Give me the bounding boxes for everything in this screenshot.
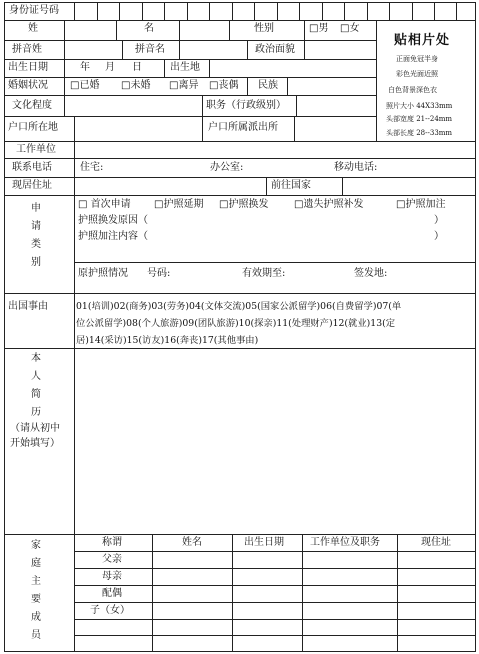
row-line bbox=[74, 602, 476, 603]
hukou-label: 户口所在地 bbox=[8, 122, 58, 133]
family-char: 要 bbox=[31, 594, 41, 605]
id-cell-line bbox=[456, 2, 457, 20]
id-cell-line bbox=[209, 2, 210, 20]
photo-note: 白色背景深色衣 bbox=[388, 86, 437, 94]
border-bottom bbox=[4, 651, 476, 652]
label-col-line bbox=[64, 20, 65, 116]
purpose-line: 01(培训)02(商务)03(劳务)04(文体交流)05(国家公派留学)06(自费留学)07(单 bbox=[76, 301, 402, 312]
given-name-label: 名 bbox=[144, 23, 154, 34]
gender-label: 性别 bbox=[254, 23, 274, 34]
border-left bbox=[4, 2, 5, 652]
id-cell-line bbox=[142, 2, 143, 20]
destination-label: 前往国家 bbox=[271, 180, 311, 191]
family-col-line bbox=[302, 534, 303, 651]
lost-checkbox[interactable]: □遗失护照补发 bbox=[294, 199, 364, 210]
cell-line bbox=[304, 20, 305, 40]
family-relation: 配偶 bbox=[102, 588, 122, 599]
purpose-label: 出国事由 bbox=[8, 301, 48, 312]
cell-line bbox=[122, 40, 123, 59]
family-header-relation: 称谓 bbox=[102, 537, 122, 548]
id-cell-line bbox=[232, 2, 233, 20]
office-phone-label: 办公室: bbox=[210, 162, 244, 173]
row-line bbox=[74, 585, 476, 586]
row-line bbox=[74, 262, 476, 263]
family-col-line bbox=[152, 534, 153, 651]
birth-date-label: 出生日期 bbox=[8, 62, 48, 73]
endorse-content-label: 护照加注内容（ bbox=[78, 231, 148, 242]
id-cell-line bbox=[412, 2, 413, 20]
passport-number-label: 号码: bbox=[147, 268, 171, 279]
valid-until-label: 有效期至: bbox=[242, 268, 286, 279]
row-line bbox=[74, 568, 476, 569]
label-col-line bbox=[74, 195, 75, 651]
purpose-line: 位公派留学)08(个人旅游)09(团队旅游)10(探亲)11(处理财产)12(就业)13(定 bbox=[76, 318, 396, 329]
married-checkbox[interactable]: □已婚 bbox=[70, 80, 100, 91]
photo-note: 正面免冠半身 bbox=[396, 55, 438, 63]
photo-title: 贴相片处 bbox=[394, 33, 451, 48]
category-char: 申 bbox=[31, 203, 41, 214]
row-line bbox=[4, 20, 476, 21]
row-line bbox=[74, 551, 476, 552]
family-header-address: 现住址 bbox=[421, 537, 451, 548]
family-col-line bbox=[397, 534, 398, 651]
hukou-police-label: 户口所属派出所 bbox=[208, 122, 278, 133]
cell-line bbox=[304, 40, 305, 59]
id-cell-line bbox=[74, 2, 75, 20]
family-header-work: 工作单位及职务 bbox=[310, 537, 380, 548]
position-label: 职务（行政级别） bbox=[206, 100, 286, 111]
cell-line bbox=[294, 116, 295, 141]
family-char: 家 bbox=[31, 540, 41, 551]
row-line bbox=[4, 95, 376, 96]
cell-line bbox=[287, 77, 288, 95]
photo-note: 彩色光面近照 bbox=[396, 70, 438, 78]
row-line bbox=[74, 635, 476, 636]
row-line bbox=[4, 116, 376, 117]
id-cell-line bbox=[389, 2, 390, 20]
row-line bbox=[74, 619, 476, 620]
cell-line bbox=[247, 40, 248, 59]
surname-label: 姓 bbox=[28, 23, 38, 34]
renew-reason-close: ） bbox=[434, 215, 444, 226]
home-phone-label: 住宅: bbox=[80, 162, 104, 173]
resume-note: 开始填写） bbox=[10, 438, 60, 449]
divorced-checkbox[interactable]: □离异 bbox=[169, 80, 199, 91]
old-passport-label: 原护照情况 bbox=[78, 268, 128, 279]
category-char: 别 bbox=[31, 257, 41, 268]
month-label: 月 bbox=[105, 62, 115, 73]
endorse-checkbox[interactable]: □护照加注 bbox=[396, 199, 446, 210]
cell-line bbox=[116, 20, 117, 40]
cell-line bbox=[209, 59, 210, 77]
renew-checkbox[interactable]: □护照换发 bbox=[219, 199, 269, 210]
id-cell-line bbox=[187, 2, 188, 20]
id-cell-line bbox=[322, 2, 323, 20]
issue-place-label: 签发地: bbox=[354, 268, 388, 279]
id-cell-line bbox=[299, 2, 300, 20]
day-label: 日 bbox=[132, 62, 142, 73]
row-line bbox=[4, 40, 376, 41]
mobile-phone-label: 移动电话: bbox=[334, 162, 378, 173]
pinyin-name-label: 拼音名 bbox=[135, 44, 165, 55]
family-header-birth: 出生日期 bbox=[244, 537, 284, 548]
birth-place-label: 出生地 bbox=[170, 62, 200, 73]
extend-checkbox[interactable]: □护照延期 bbox=[154, 199, 204, 210]
renew-reason-label: 护照换发原因（ bbox=[78, 215, 148, 226]
photo-note: 照片大小 44X33mm bbox=[386, 102, 453, 110]
male-checkbox[interactable]: □男 bbox=[309, 23, 329, 34]
id-cell-line bbox=[434, 2, 435, 20]
family-char: 主 bbox=[31, 576, 41, 587]
cell-line bbox=[202, 95, 203, 116]
endorse-content-close: ） bbox=[434, 231, 444, 242]
pinyin-surname-label: 拼音姓 bbox=[12, 44, 42, 55]
cell-line bbox=[266, 177, 267, 195]
family-relation: 母亲 bbox=[102, 571, 122, 582]
photo-box-line bbox=[376, 20, 377, 141]
first-application-checkbox[interactable]: □ 首次申请 bbox=[78, 199, 131, 210]
row-line bbox=[4, 59, 376, 60]
unmarried-checkbox[interactable]: □未婚 bbox=[121, 80, 151, 91]
purpose-line: 居)14(采访)15(访友)16(奔丧)17(其他事由) bbox=[76, 335, 259, 346]
cell-line bbox=[164, 59, 165, 77]
female-checkbox[interactable]: □女 bbox=[340, 23, 360, 34]
resume-char: 本 bbox=[31, 353, 41, 364]
cell-line bbox=[296, 95, 297, 116]
id-cell-line bbox=[367, 2, 368, 20]
political-label: 政治面貌 bbox=[255, 44, 295, 55]
family-header-name: 姓名 bbox=[182, 537, 202, 548]
id-cell-line bbox=[119, 2, 120, 20]
cell-line bbox=[179, 40, 180, 59]
photo-note: 头部宽度 21--24mm bbox=[386, 115, 453, 123]
id-cell-line bbox=[344, 2, 345, 20]
border-right bbox=[475, 2, 476, 652]
resume-note: （请从初中 bbox=[10, 423, 60, 434]
cell-line bbox=[229, 20, 230, 40]
family-col-line bbox=[232, 534, 233, 651]
family-char: 员 bbox=[31, 630, 41, 641]
cell-line bbox=[202, 116, 203, 141]
cell-line bbox=[342, 177, 343, 195]
id-cell-line bbox=[254, 2, 255, 20]
widowed-checkbox[interactable]: □丧偶 bbox=[209, 80, 239, 91]
label-col-line bbox=[74, 116, 75, 195]
work-unit-label: 工作单位 bbox=[16, 144, 56, 155]
family-relation: 子（女） bbox=[90, 605, 130, 616]
family-relation: 父亲 bbox=[102, 554, 122, 565]
category-char: 请 bbox=[31, 221, 41, 232]
category-char: 类 bbox=[31, 239, 41, 250]
row-line bbox=[4, 77, 376, 78]
id-number-label: 身份证号码 bbox=[9, 5, 59, 16]
contact-label: 联系电话 bbox=[12, 162, 52, 173]
year-label: 年 bbox=[80, 62, 90, 73]
resume-char: 人 bbox=[31, 371, 41, 382]
family-char: 成 bbox=[31, 612, 41, 623]
id-cell-line bbox=[277, 2, 278, 20]
resume-char: 简 bbox=[31, 389, 41, 400]
id-cell-line bbox=[164, 2, 165, 20]
family-char: 庭 bbox=[31, 558, 41, 569]
resume-char: 历 bbox=[31, 407, 41, 418]
cell-line bbox=[247, 77, 248, 95]
address-label: 现居住址 bbox=[12, 180, 52, 191]
ethnicity-label: 民族 bbox=[258, 80, 278, 91]
photo-note: 头部长度 28--33mm bbox=[386, 129, 453, 137]
cell-line bbox=[179, 20, 180, 40]
marital-label: 婚姻状况 bbox=[8, 80, 48, 91]
id-cell-line bbox=[97, 2, 98, 20]
education-label: 文化程度 bbox=[12, 100, 52, 111]
application-form bbox=[4, 2, 476, 652]
